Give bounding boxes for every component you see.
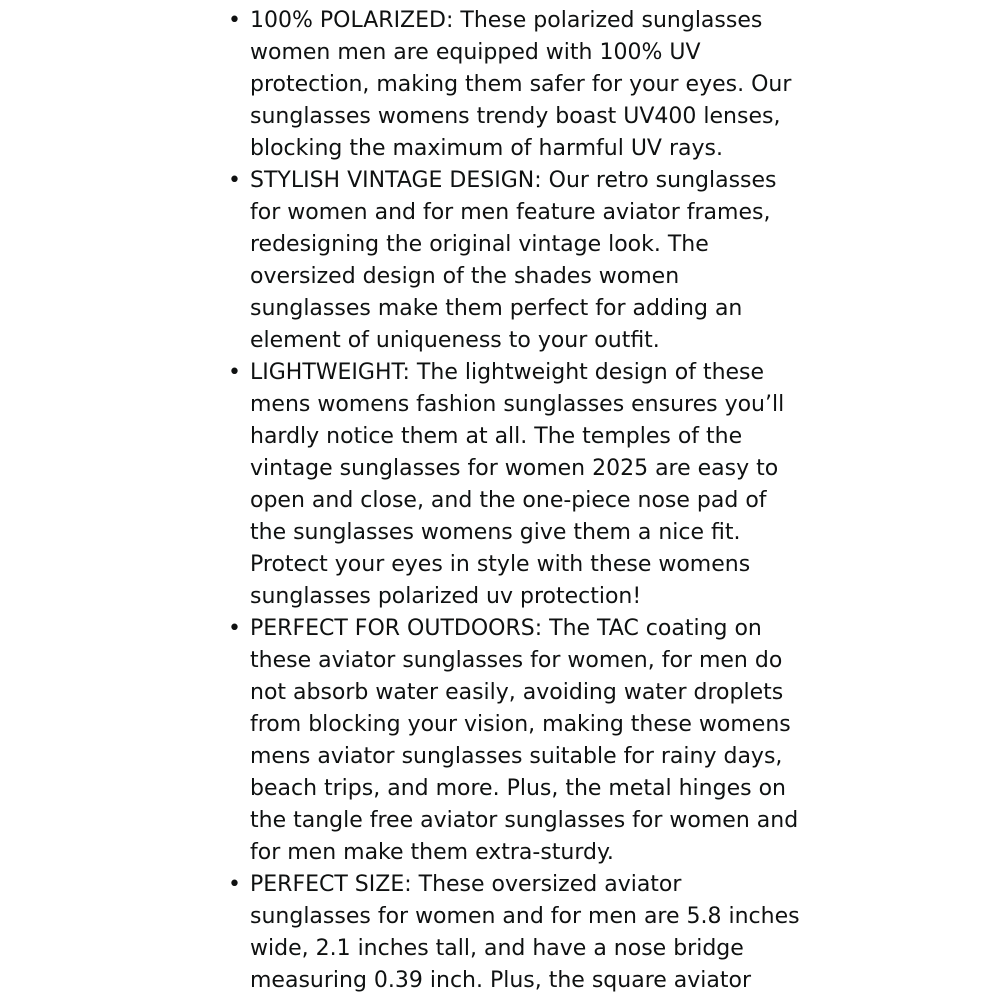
feature-text-line: PERFECT FOR OUTDOORS: The TAC coating on bbox=[250, 616, 762, 641]
feature-text-line: protection, making them safer for your eyes. Our bbox=[250, 72, 792, 97]
feature-text-line: mens womens fashion sunglasses ensures you’ll bbox=[250, 392, 785, 417]
feature-text-line: Protect your eyes in style with these womens bbox=[250, 552, 751, 577]
feature-text-line: sunglasses make them perfect for adding an bbox=[250, 296, 743, 321]
feature-text-line: the tangle free aviator sunglasses for women and bbox=[250, 808, 799, 833]
feature-text-line: women men are equipped with 100% UV bbox=[250, 40, 701, 65]
feature-bullet-polarized bbox=[228, 5, 792, 165]
feature-text-line: PERFECT SIZE: These oversized aviator bbox=[250, 872, 682, 897]
feature-text-line: LIGHTWEIGHT: The lightweight design of these bbox=[250, 360, 765, 385]
feature-text-line: for men make them extra-sturdy. bbox=[250, 840, 614, 865]
bullet-dot-icon: • bbox=[228, 616, 241, 641]
feature-text-line: from blocking your vision, making these womens bbox=[250, 712, 791, 737]
feature-text-line: measuring 0.39 inch. Plus, the square aviator bbox=[250, 968, 752, 993]
bullet-dot-icon: • bbox=[228, 8, 241, 33]
feature-text-line: STYLISH VINTAGE DESIGN: Our retro sunglasses bbox=[250, 168, 777, 193]
feature-text-line: beach trips, and more. Plus, the metal hinges on bbox=[250, 776, 786, 801]
feature-bullet-design bbox=[228, 165, 777, 357]
feature-bullet-outdoors bbox=[228, 613, 799, 869]
bullet-dot-icon: • bbox=[228, 872, 241, 897]
feature-text-line: mens aviator sunglasses suitable for rainy days, bbox=[250, 744, 783, 769]
product-feature-list bbox=[228, 5, 800, 997]
bullet-dot-icon: • bbox=[228, 360, 241, 385]
feature-text-line: oversized design of the shades women bbox=[250, 264, 680, 289]
feature-text-line: the sunglasses womens give them a nice fit. bbox=[250, 520, 741, 545]
feature-text-line: wide, 2.1 inches tall, and have a nose bridge bbox=[250, 936, 744, 961]
feature-text-line: blocking the maximum of harmful UV rays. bbox=[250, 136, 723, 161]
feature-text-line: for women and for men feature aviator frames, bbox=[250, 200, 771, 225]
bullet-dot-icon: • bbox=[228, 168, 241, 193]
feature-text-line: sunglasses womens trendy boast UV400 lenses, bbox=[250, 104, 781, 129]
feature-text-line: sunglasses polarized uv protection! bbox=[250, 584, 642, 609]
feature-text-line: these aviator sunglasses for women, for men do bbox=[250, 648, 783, 673]
feature-text-line: vintage sunglasses for women 2025 are easy to bbox=[250, 456, 779, 481]
feature-text-line: sunglasses for women and for men are 5.8 inches bbox=[250, 904, 800, 929]
feature-text-line: element of uniqueness to your outfit. bbox=[250, 328, 660, 353]
feature-text-line: not absorb water easily, avoiding water droplets bbox=[250, 680, 784, 705]
feature-bullet-size bbox=[228, 869, 800, 997]
feature-bullet-lightweight bbox=[228, 357, 785, 613]
feature-text-line: 100% POLARIZED: These polarized sunglasses bbox=[250, 8, 763, 33]
feature-text-line: open and close, and the one-piece nose pad of bbox=[250, 488, 767, 513]
feature-text-line: redesigning the original vintage look. The bbox=[250, 232, 709, 257]
feature-text-line: hardly notice them at all. The temples of the bbox=[250, 424, 743, 449]
